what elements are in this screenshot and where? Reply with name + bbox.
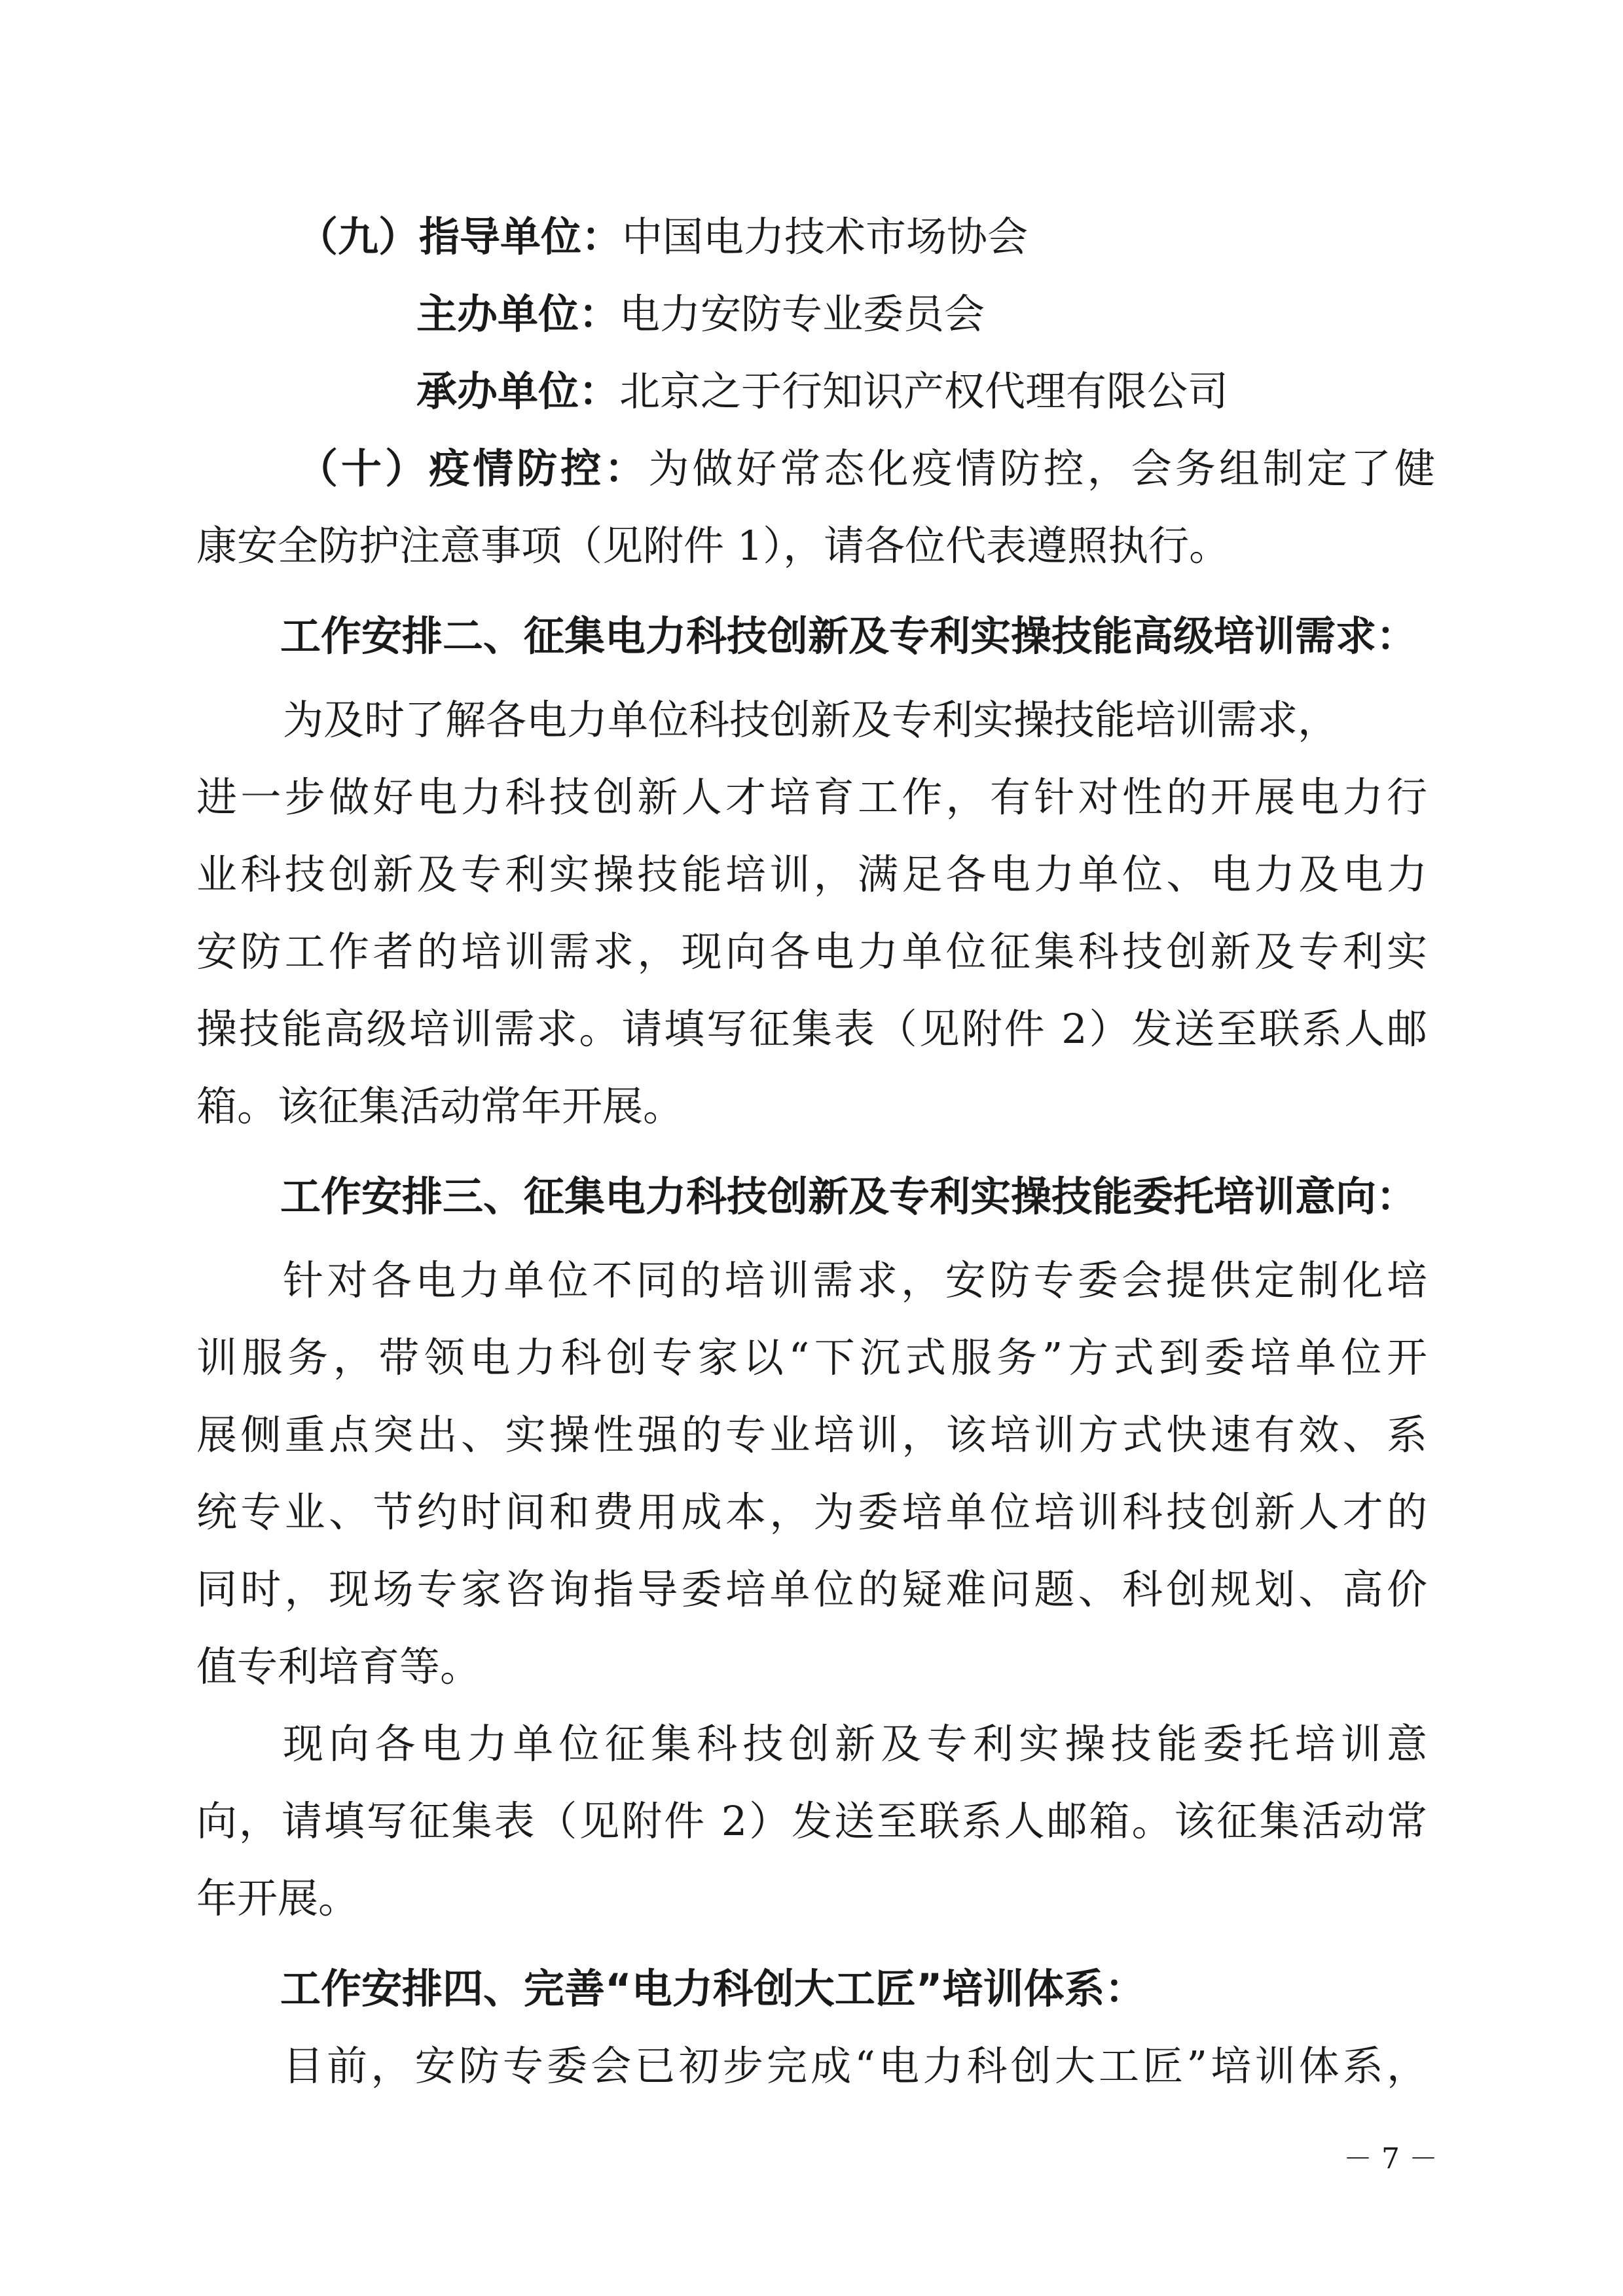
host-unit-line <box>416 288 985 340</box>
epidemic-line-2 <box>196 520 1230 572</box>
paragraph-line: 进一步做好电力科技创新人才培育工作，有针对性的开展电力行 <box>196 773 1427 821</box>
host-unit-label: 主办单位： <box>416 290 620 338</box>
paragraph-line: 年开展。 <box>196 1874 359 1922</box>
paragraph-line: 同时，现场专家咨询指导委培单位的疑难问题、科创规划、高价 <box>196 1565 1427 1613</box>
paragraph-line: 操技能高级培训需求。请填写征集表（见附件 2）发送至联系人邮 <box>196 1005 1427 1053</box>
paragraph-line: 现向各电力单位征集科技创新及专利实操技能委托培训意 <box>283 1720 1427 1768</box>
paragraph-line: 箱。该征集活动常年开展。 <box>196 1082 684 1130</box>
paragraph-line: 安防工作者的培训需求，现向各电力单位征集科技创新及专利实 <box>196 928 1427 975</box>
section-4-heading: 工作安排四、完善“电力科创大工匠”培训体系： <box>280 1965 1146 2013</box>
undertake-unit-line <box>416 365 1228 418</box>
paragraph-line: 向，请填写征集表（见附件 2）发送至联系人邮箱。该征集活动常 <box>196 1797 1427 1845</box>
page-number: － 7 － <box>1343 2142 1438 2176</box>
epidemic-label: （十）疫情防控： <box>297 445 649 492</box>
paragraph-line: 统专业、节约时间和费用成本，为委培单位培训科技创新人才的 <box>196 1488 1427 1536</box>
paragraph-line: 业科技创新及专利实操技能培训，满足各电力单位、电力及电力 <box>196 850 1427 898</box>
paragraph-line: 目前，安防专委会已初步完成“电力科创大工匠”培训体系， <box>283 2042 1427 2090</box>
section-2-heading: 工作安排二、征集电力科技创新及专利实操技能高级培训需求： <box>280 612 1417 660</box>
undertake-unit-label: 承办单位： <box>416 367 620 415</box>
epidemic-text-2: 康安全防护注意事项（见附件 1），请各位代表遵照执行。 <box>196 522 1230 570</box>
paragraph-line: 值专利培育等。 <box>196 1643 481 1690</box>
section-3-heading: 工作安排三、征集电力科技创新及专利实操技能委托培训意向： <box>280 1173 1417 1220</box>
paragraph-line: 针对各电力单位不同的培训需求，安防专委会提供定制化培 <box>283 1256 1427 1304</box>
host-unit-value: 电力安防专业委员会 <box>619 290 985 338</box>
undertake-unit-value: 北京之于行知识产权代理有限公司 <box>619 367 1229 415</box>
paragraph-line: 展侧重点突出、实操性强的专业培训，该培训方式快速有效、系 <box>196 1411 1427 1459</box>
paragraph-line: 为及时了解各电力单位科技创新及专利实操技能培训需求， <box>283 696 1339 744</box>
paragraph-line: 训服务，带领电力科创专家以“下沉式服务”方式到委培单位开 <box>196 1334 1427 1381</box>
guide-unit-value: 中国电力技术市场协会 <box>622 213 1029 261</box>
epidemic-line-1 <box>297 443 1435 495</box>
guide-unit-line <box>297 211 1028 263</box>
epidemic-text-1: 为做好常态化疫情防控，会务组制定了健 <box>648 445 1435 492</box>
guide-unit-label: （九）指导单位： <box>297 213 623 261</box>
